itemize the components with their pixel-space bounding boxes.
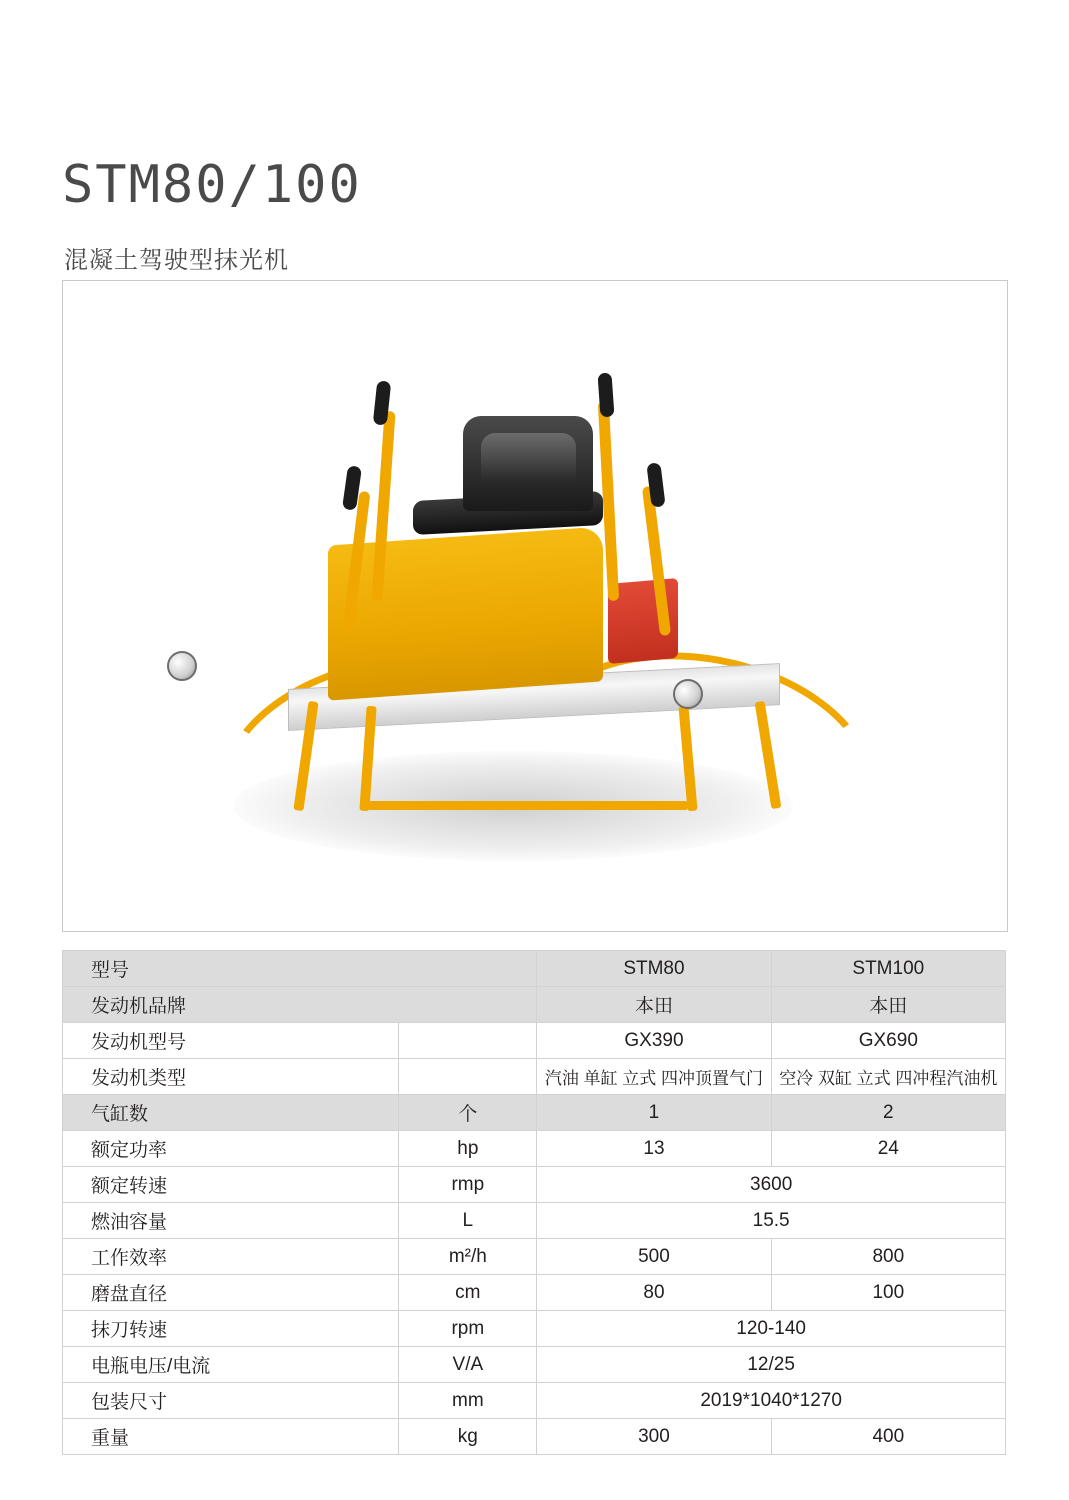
spec-value-shared: 120-140 — [537, 1311, 1006, 1347]
table-row — [63, 951, 1006, 987]
table-row — [63, 1311, 1006, 1347]
spec-value-stm100: 空冷 双缸 立式 四冲程汽油机 — [771, 1059, 1005, 1095]
spec-label: 发动机型号 — [63, 1023, 399, 1059]
spec-value-stm100: GX690 — [771, 1023, 1005, 1059]
spec-unit: L — [399, 1203, 537, 1239]
spec-label: 磨盘直径 — [63, 1275, 399, 1311]
spec-value-stm80: GX390 — [537, 1023, 771, 1059]
spec-label: 电瓶电压/电流 — [63, 1347, 399, 1383]
spec-value-stm80: 80 — [537, 1275, 771, 1311]
table-row — [63, 1023, 1006, 1059]
frame-cross-bar — [368, 801, 688, 810]
table-row — [63, 1347, 1006, 1383]
spec-label: 工作效率 — [63, 1239, 399, 1275]
spec-value-stm80: 1 — [537, 1095, 771, 1131]
machine-body — [328, 526, 603, 700]
spec-value-shared: 12/25 — [537, 1347, 1006, 1383]
work-light-left-icon — [167, 651, 197, 681]
spec-unit: rpm — [399, 1311, 537, 1347]
spec-label: 发动机类型 — [63, 1059, 399, 1095]
spec-value-shared: 2019*1040*1270 — [537, 1383, 1006, 1419]
spec-label: 额定功率 — [63, 1131, 399, 1167]
spec-label: 燃油容量 — [63, 1203, 399, 1239]
spec-value-stm100: STM100 — [771, 951, 1005, 987]
spec-value-stm100: 100 — [771, 1275, 1005, 1311]
spec-value-shared: 15.5 — [537, 1203, 1006, 1239]
spec-value-stm80: 13 — [537, 1131, 771, 1167]
spec-unit: V/A — [399, 1347, 537, 1383]
spec-label: 抹刀转速 — [63, 1311, 399, 1347]
spec-unit: rmp — [399, 1167, 537, 1203]
table-row — [63, 1419, 1006, 1455]
table-row — [63, 1383, 1006, 1419]
spec-unit: mm — [399, 1383, 537, 1419]
spec-value-stm100: 800 — [771, 1239, 1005, 1275]
spec-label: 重量 — [63, 1419, 399, 1455]
page-title: STM80/100 — [62, 155, 362, 215]
spec-value-stm80: STM80 — [537, 951, 771, 987]
work-light-right-icon — [673, 679, 703, 709]
spec-value-stm80: 500 — [537, 1239, 771, 1275]
table-row — [63, 1203, 1006, 1239]
table-row — [63, 1167, 1006, 1203]
spec-unit: cm — [399, 1275, 537, 1311]
spec-value-stm100: 2 — [771, 1095, 1005, 1131]
spec-unit — [399, 1023, 537, 1059]
spec-label: 型号 — [63, 951, 537, 987]
spec-value-stm80: 本田 — [537, 987, 771, 1023]
spec-value-stm80: 300 — [537, 1419, 771, 1455]
spec-unit: m²/h — [399, 1239, 537, 1275]
seat-highlight — [481, 433, 576, 493]
product-photo — [62, 280, 1008, 932]
handle-grip-right — [597, 373, 614, 418]
spec-unit: kg — [399, 1419, 537, 1455]
spec-label: 气缸数 — [63, 1095, 399, 1131]
table-row — [63, 987, 1006, 1023]
specification-table — [62, 950, 1006, 1455]
table-row — [63, 1095, 1006, 1131]
page-subtitle: 混凝土驾驶型抹光机 — [64, 247, 289, 274]
spec-unit: hp — [399, 1131, 537, 1167]
spec-value-stm80: 汽油 单缸 立式 四冲顶置气门 — [537, 1059, 771, 1095]
product-photo-illustration — [63, 281, 1007, 931]
spec-label: 发动机品牌 — [63, 987, 537, 1023]
spec-value-stm100: 本田 — [771, 987, 1005, 1023]
spec-value-stm100: 24 — [771, 1131, 1005, 1167]
table-row — [63, 1131, 1006, 1167]
table-row — [63, 1059, 1006, 1095]
spec-label: 额定转速 — [63, 1167, 399, 1203]
table-row — [63, 1239, 1006, 1275]
spec-unit: 个 — [399, 1095, 537, 1131]
specification-table-body — [63, 951, 1006, 1455]
spec-label: 包装尺寸 — [63, 1383, 399, 1419]
table-row — [63, 1275, 1006, 1311]
spec-value-stm100: 400 — [771, 1419, 1005, 1455]
spec-unit — [399, 1059, 537, 1095]
spec-value-shared: 3600 — [537, 1167, 1006, 1203]
